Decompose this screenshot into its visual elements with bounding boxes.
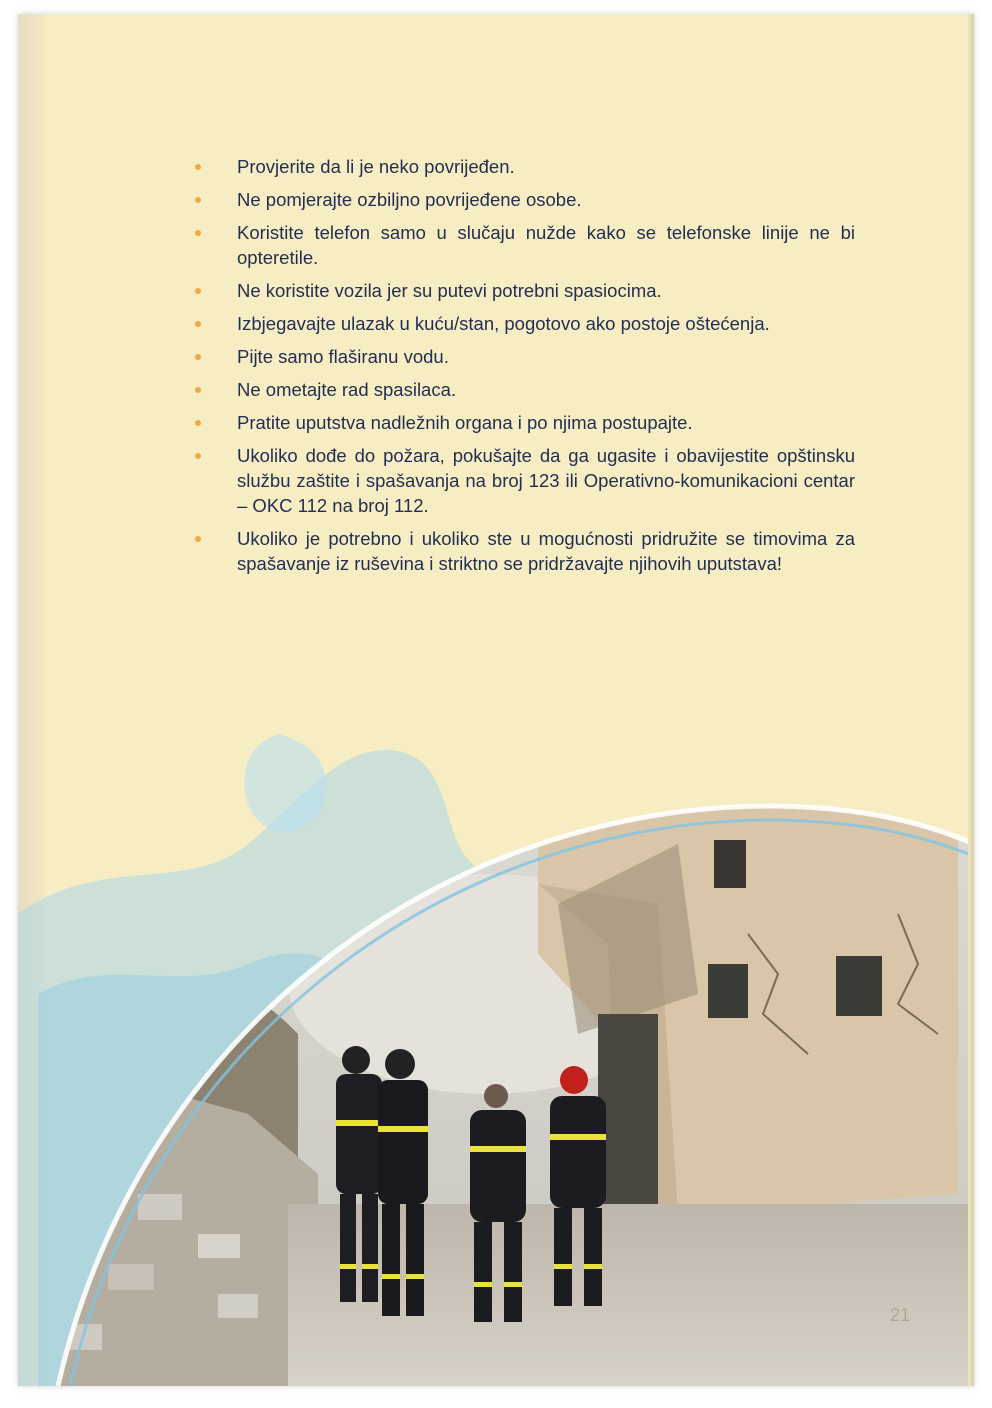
list-item xyxy=(195,410,855,435)
brochure-page xyxy=(18,14,974,1386)
list-item xyxy=(195,443,855,518)
list-item xyxy=(195,220,855,270)
list-item xyxy=(195,526,855,576)
list-item-text: Izbjegavajte ulazak u kuću/stan, pogotovo ako postoje oštećenja. xyxy=(237,313,770,334)
list-item-text: Ne ometajte rad spasilaca. xyxy=(237,379,457,400)
list-item-text: Pratite uputstva nadležnih organa i po njima postupajte. xyxy=(237,412,693,433)
list-item-text: Provjerite da li je neko povrijeđen. xyxy=(237,156,515,177)
bullet-icon xyxy=(195,453,201,459)
bullet-icon xyxy=(195,164,201,170)
list-item-text: Ukoliko dođe do požara, pokušajte da ga ugasite i obavijestite opštinsku službu zaštite i spašavanja na broj 123 ili Operativno-komunikacioni centar – OKC 112 na broj 112. xyxy=(237,445,855,516)
list-item-text: Koristite telefon samo u slučaju nužde kako se telefonske linije ne bi opteretile. xyxy=(237,222,855,268)
bullet-icon xyxy=(195,387,201,393)
list-item xyxy=(195,187,855,212)
bullet-icon xyxy=(195,536,201,542)
page-number: 21 xyxy=(889,1305,910,1325)
list-item-text: Pijte samo flaširanu vodu. xyxy=(237,346,449,367)
list-item-text: Ne koristite vozila jer su putevi potrebni spasiocima. xyxy=(237,280,662,301)
list-item-text: Ukoliko je potrebno i ukoliko ste u mogućnosti pridružite se timovima za spašavanje iz ruševina i striktno se pridržavajte njihovih uputstava! xyxy=(237,528,855,574)
list-item xyxy=(195,377,855,402)
earthquake-rescue-photo xyxy=(18,734,974,1386)
page-edge xyxy=(968,14,974,1386)
safety-instructions-list xyxy=(195,154,855,584)
bullet-icon xyxy=(195,197,201,203)
list-item-text: Ne pomjerajte ozbiljno povrijeđene osobe. xyxy=(237,189,582,210)
list-item xyxy=(195,311,855,336)
bullet-icon xyxy=(195,354,201,360)
bullet-icon xyxy=(195,321,201,327)
list-item xyxy=(195,154,855,179)
list-item xyxy=(195,278,855,303)
bullet-icon xyxy=(195,288,201,294)
list-item xyxy=(195,344,855,369)
bullet-icon xyxy=(195,420,201,426)
bullet-icon xyxy=(195,230,201,236)
